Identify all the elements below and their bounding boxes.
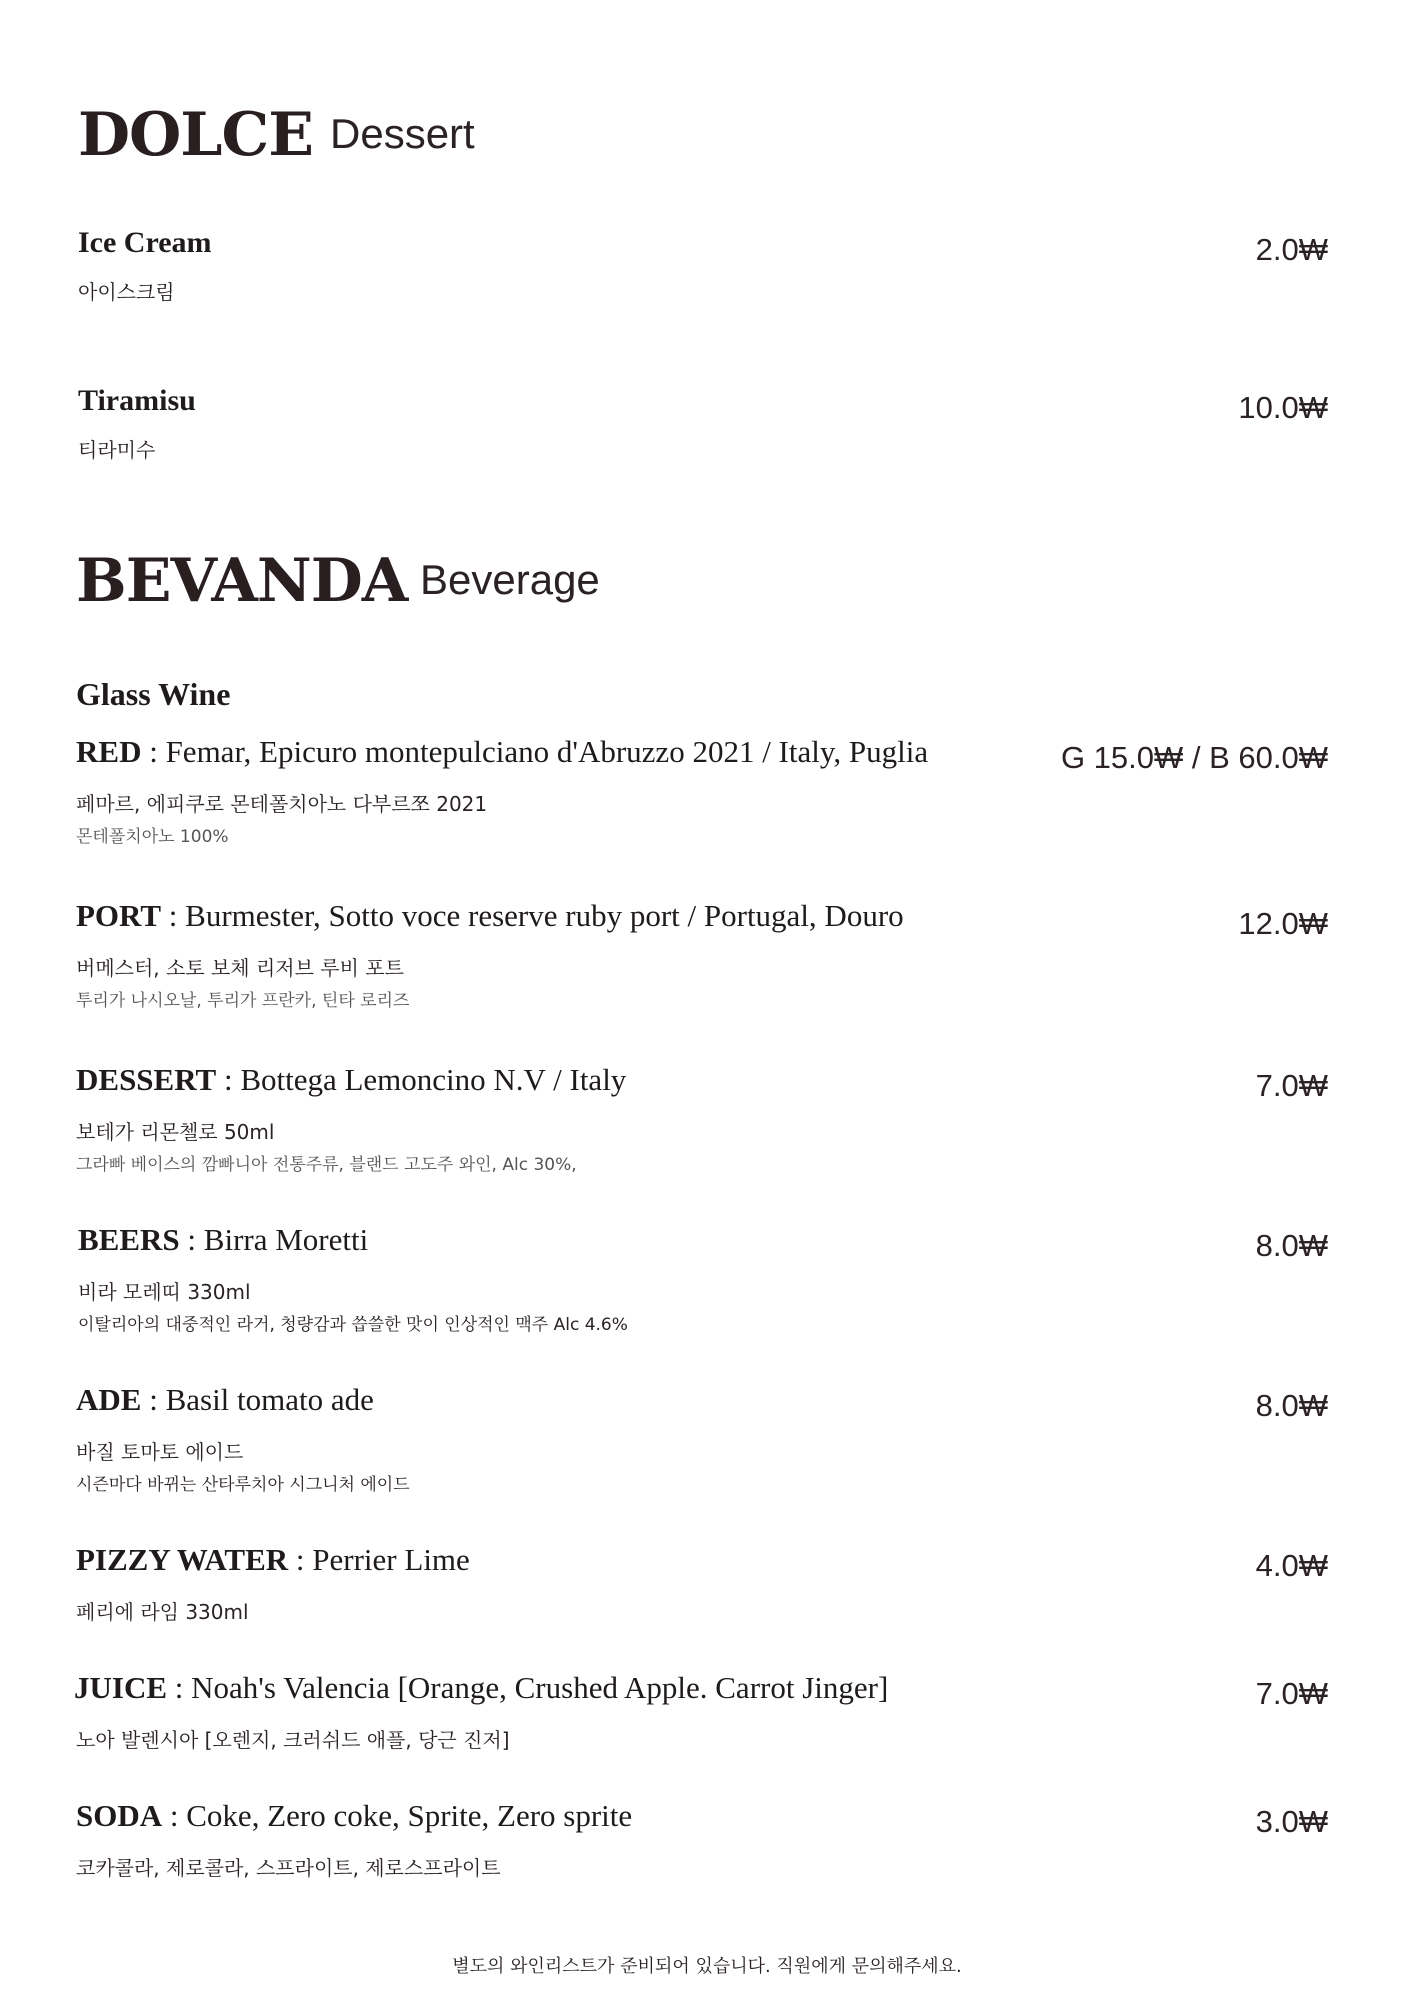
- beverage-name: : Basil tomato ade: [141, 1382, 374, 1417]
- beverage-label: JUICE: [74, 1670, 168, 1705]
- beverage-korean: 버메스터, 소토 보체 리저브 루비 포트: [76, 956, 404, 980]
- beverage-price: G 15.0₩ / B 60.0₩: [1060, 740, 1328, 775]
- beverage-korean: 비라 모레띠 330ml: [78, 1280, 251, 1304]
- menu-item-name: Ice Cream: [78, 226, 212, 259]
- dolce-subtitle: Dessert: [330, 110, 475, 157]
- beverage-label: PORT: [76, 898, 162, 933]
- beverage-detail: 시즌마다 바뀌는 산타루치아 시그니처 에이드: [76, 1475, 410, 1495]
- beverage-price: 3.0₩: [1255, 1804, 1328, 1839]
- beverage-korean: 페리에 라임 330ml: [76, 1600, 249, 1624]
- beverage-label: BEERS: [78, 1222, 180, 1257]
- beverage-detail: 그라빠 베이스의 깜빠니아 전통주류, 블랜드 고도주 와인, Alc 30%,: [76, 1155, 577, 1175]
- menu-item-name: Tiramisu: [78, 384, 196, 417]
- beverage-detail: 몬테폴치아노 100%: [76, 827, 229, 847]
- menu-item-korean: 티라미수: [78, 438, 156, 462]
- beverage-korean: 코카콜라, 제로콜라, 스프라이트, 제로스프라이트: [76, 1856, 501, 1880]
- beverage-name: : Burmester, Sotto voce reserve ruby port / Portugal, Douro: [161, 898, 904, 933]
- beverage-label: PIZZY WATER: [76, 1542, 289, 1577]
- beverage-name: : Perrier Lime: [288, 1542, 470, 1577]
- beverage-label: SODA: [76, 1798, 163, 1833]
- beverage-detail: 이탈리아의 대중적인 라거, 청량감과 씁쓸한 맛이 인상적인 맥주 Alc 4.6%: [78, 1315, 628, 1335]
- beverage-item: [76, 898, 904, 934]
- dolce-title: DOLCE: [78, 100, 313, 170]
- beverage-item: [78, 1222, 368, 1258]
- bevanda-subtitle: Beverage: [420, 556, 600, 603]
- beverage-item: [76, 1062, 626, 1098]
- menu-item-korean: 아이스크림: [78, 280, 175, 304]
- beverage-label: RED: [76, 734, 142, 769]
- beverage-korean: 바질 토마토 에이드: [76, 1440, 244, 1464]
- beverage-item: [76, 734, 928, 770]
- beverage-name: : Noah's Valencia [Orange, Crushed Apple. Carrot Jinger]: [167, 1670, 889, 1705]
- beverage-item: [76, 1382, 374, 1418]
- beverage-price: 4.0₩: [1255, 1548, 1328, 1583]
- beverage-name: : Coke, Zero coke, Sprite, Zero sprite: [162, 1798, 633, 1833]
- beverage-korean: 노아 발렌시아 [오렌지, 크러쉬드 애플, 당근 진저]: [76, 1728, 510, 1752]
- beverage-item: [76, 1798, 632, 1834]
- beverage-price: 8.0₩: [1255, 1228, 1328, 1263]
- beverage-name: : Birra Moretti: [179, 1222, 369, 1257]
- beverage-label: ADE: [76, 1382, 142, 1417]
- wine-list-notice: 별도의 와인리스트가 준비되어 있습니다. 직원에게 문의해주세요.: [452, 1956, 962, 1977]
- beverage-label: DESSERT: [76, 1062, 217, 1097]
- beverage-item: [76, 1542, 470, 1578]
- beverage-price: 7.0₩: [1255, 1676, 1328, 1711]
- glass-wine-heading: Glass Wine: [76, 676, 231, 712]
- beverage-price: 8.0₩: [1255, 1388, 1328, 1423]
- bevanda-title: BEVANDA: [76, 546, 408, 616]
- beverage-name: : Bottega Lemoncino N.V / Italy: [216, 1062, 627, 1097]
- beverage-korean: 페마르, 에피쿠로 몬테폴치아노 다부르쪼 2021: [76, 792, 488, 816]
- beverage-korean: 보테가 리몬첼로 50ml: [76, 1120, 275, 1144]
- beverage-price: 7.0₩: [1255, 1068, 1328, 1103]
- beverage-name: : Femar, Epicuro montepulciano d'Abruzzo 2021 / Italy, Puglia: [141, 734, 929, 769]
- menu-item-price: 2.0₩: [1255, 232, 1328, 267]
- menu-item-price: 10.0₩: [1238, 390, 1328, 425]
- beverage-detail: 투리가 나시오날, 투리가 프란카, 틴타 로리즈: [76, 991, 410, 1011]
- beverage-item: [74, 1670, 888, 1706]
- beverage-price: 12.0₩: [1238, 906, 1328, 941]
